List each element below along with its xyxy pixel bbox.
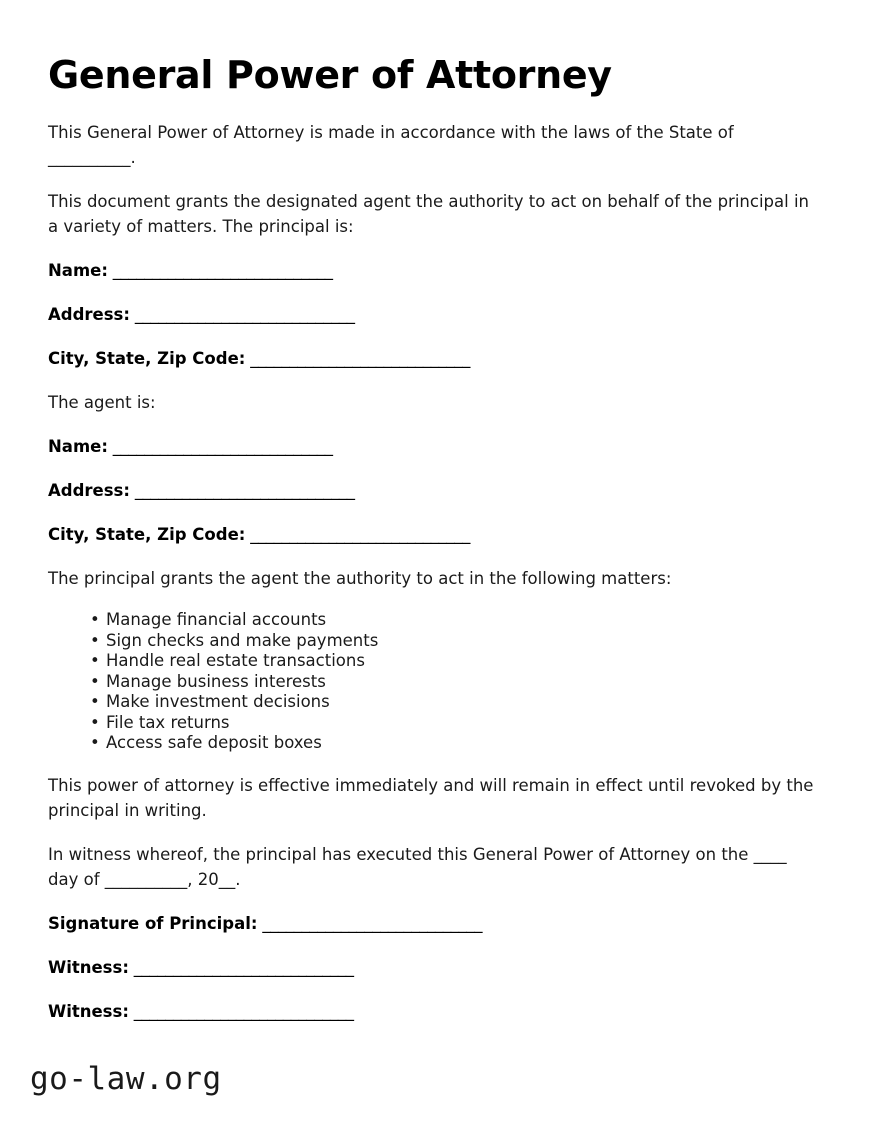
agent-address-blank[interactable]: ____________________________ [129, 481, 355, 500]
principal-address-blank[interactable]: ____________________________ [129, 305, 355, 324]
agent-city-state-zip-label: City, State, Zip Code: [48, 525, 246, 544]
list-item: • Sign checks and make payments [90, 631, 820, 652]
witness-two-blank[interactable]: ____________________________ [128, 1001, 354, 1021]
matters-intro-paragraph: The principal grants the agent the authority to act in the following matters: [48, 569, 672, 588]
agent-intro-paragraph: The agent is: [48, 393, 156, 412]
signature-of-principal-blank[interactable]: ____________________________ [257, 913, 483, 933]
principal-address-field [48, 302, 820, 327]
agent-name-field [48, 434, 820, 459]
principal-name-field [48, 258, 820, 283]
witness-two-field [48, 999, 820, 1024]
list-item: • Manage financial accounts [90, 610, 820, 631]
principal-address-label: Address: [48, 305, 130, 324]
principal-name-label: Name: [48, 261, 108, 280]
signature-of-principal-label: Signature of Principal: [48, 913, 258, 933]
agent-city-state-zip-field [48, 522, 820, 547]
signature-of-principal-field [48, 911, 820, 936]
grant-paragraph: This document grants the designated agent the authority to act on behalf of the principal in a variety of matters. The principal is: [48, 192, 809, 236]
list-item: • Handle real estate transactions [90, 651, 820, 672]
intro-paragraph: This General Power of Attorney is made in accordance with the laws of the State of __________. [48, 123, 734, 167]
list-item: • Access safe deposit boxes [90, 733, 820, 754]
agent-address-label: Address: [48, 481, 130, 500]
footer-brand: go-law.org [30, 1061, 222, 1097]
agent-address-field [48, 478, 820, 503]
agent-name-label: Name: [48, 437, 108, 456]
witness-one-label: Witness: [48, 957, 129, 977]
witness-whereof-paragraph: In witness whereof, the principal has executed this General Power of Attorney on the ____ day of __________, 20__. [48, 844, 787, 889]
principal-city-state-zip-field [48, 346, 820, 371]
witness-one-blank[interactable]: ____________________________ [128, 957, 354, 977]
matters-list [48, 610, 820, 754]
agent-city-state-zip-blank[interactable]: ____________________________ [245, 525, 471, 544]
list-item: • File tax returns [90, 713, 820, 734]
principal-city-state-zip-label: City, State, Zip Code: [48, 349, 246, 368]
effective-paragraph: This power of attorney is effective immediately and will remain in effect until revoked by the principal in writing. [48, 775, 814, 820]
principal-name-blank[interactable]: ____________________________ [107, 261, 333, 280]
witness-two-label: Witness: [48, 1001, 129, 1021]
witness-one-field [48, 955, 820, 980]
list-item: • Make investment decisions [90, 692, 820, 713]
agent-name-blank[interactable]: ____________________________ [107, 437, 333, 456]
document-body [48, 52, 820, 1043]
principal-city-state-zip-blank[interactable]: ____________________________ [245, 349, 471, 368]
list-item: • Manage business interests [90, 672, 820, 693]
page-title: General Power of Attorney [48, 53, 612, 97]
